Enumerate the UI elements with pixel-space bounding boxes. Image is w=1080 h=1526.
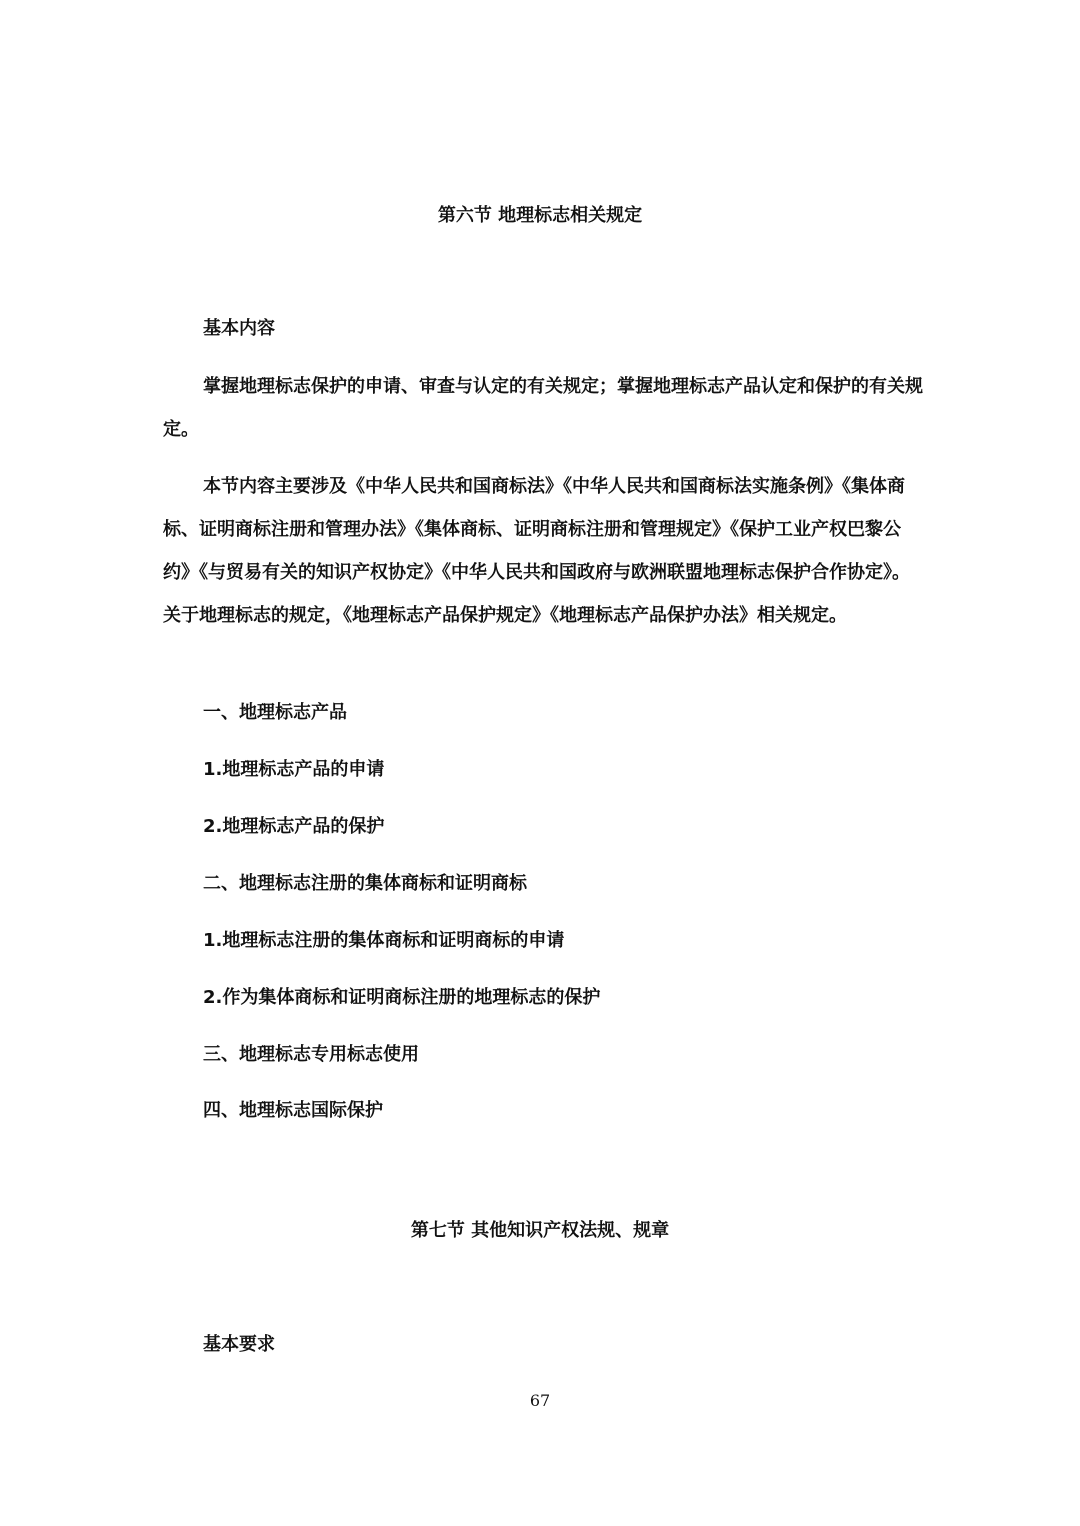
outline-heading-1: 一、地理标志产品 <box>203 702 347 723</box>
outline-item-1-1: 1.地理标志产品的申请 <box>203 759 385 780</box>
section-6-paragraph-1: 掌握地理标志保护的申请、审查与认定的有关规定；掌握地理标志产品认定和保护的有关规定。 <box>163 376 923 440</box>
section-7-title: 第七节 其他知识产权法规、规章 <box>410 1220 670 1241</box>
section-6-paragraph-2: 本节内容主要涉及《中华人民共和国商标法》《中华人民共和国商标法实施条例》《集体商标、证明商标注册和管理办法》《集体商标、证明商标注册和管理规定》《保护工业产权巴黎公约》《与贸易有关的知识产权协定》《中华人民共和国政府与欧洲联盟地理标志保护合作协定》。关于地理标志的规定，《地理标志产品保护规定》《地理标志产品保护办法》相关规定。 <box>163 476 910 626</box>
outline-heading-3: 三、地理标志专用标志使用 <box>203 1044 419 1065</box>
section-6-subheading: 基本内容 <box>203 318 275 339</box>
outline-item-2-2: 2.作为集体商标和证明商标注册的地理标志的保护 <box>203 987 601 1008</box>
outline-heading-2: 二、地理标志注册的集体商标和证明商标 <box>203 873 527 894</box>
outline-item-2-1: 1.地理标志注册的集体商标和证明商标的申请 <box>203 930 565 951</box>
page-number: 67 <box>529 1391 551 1410</box>
outline-item-1-2: 2.地理标志产品的保护 <box>203 816 385 837</box>
section-6-title: 第六节 地理标志相关规定 <box>437 205 643 226</box>
outline-heading-4: 四、地理标志国际保护 <box>203 1100 383 1121</box>
section-7-subheading: 基本要求 <box>203 1334 275 1355</box>
